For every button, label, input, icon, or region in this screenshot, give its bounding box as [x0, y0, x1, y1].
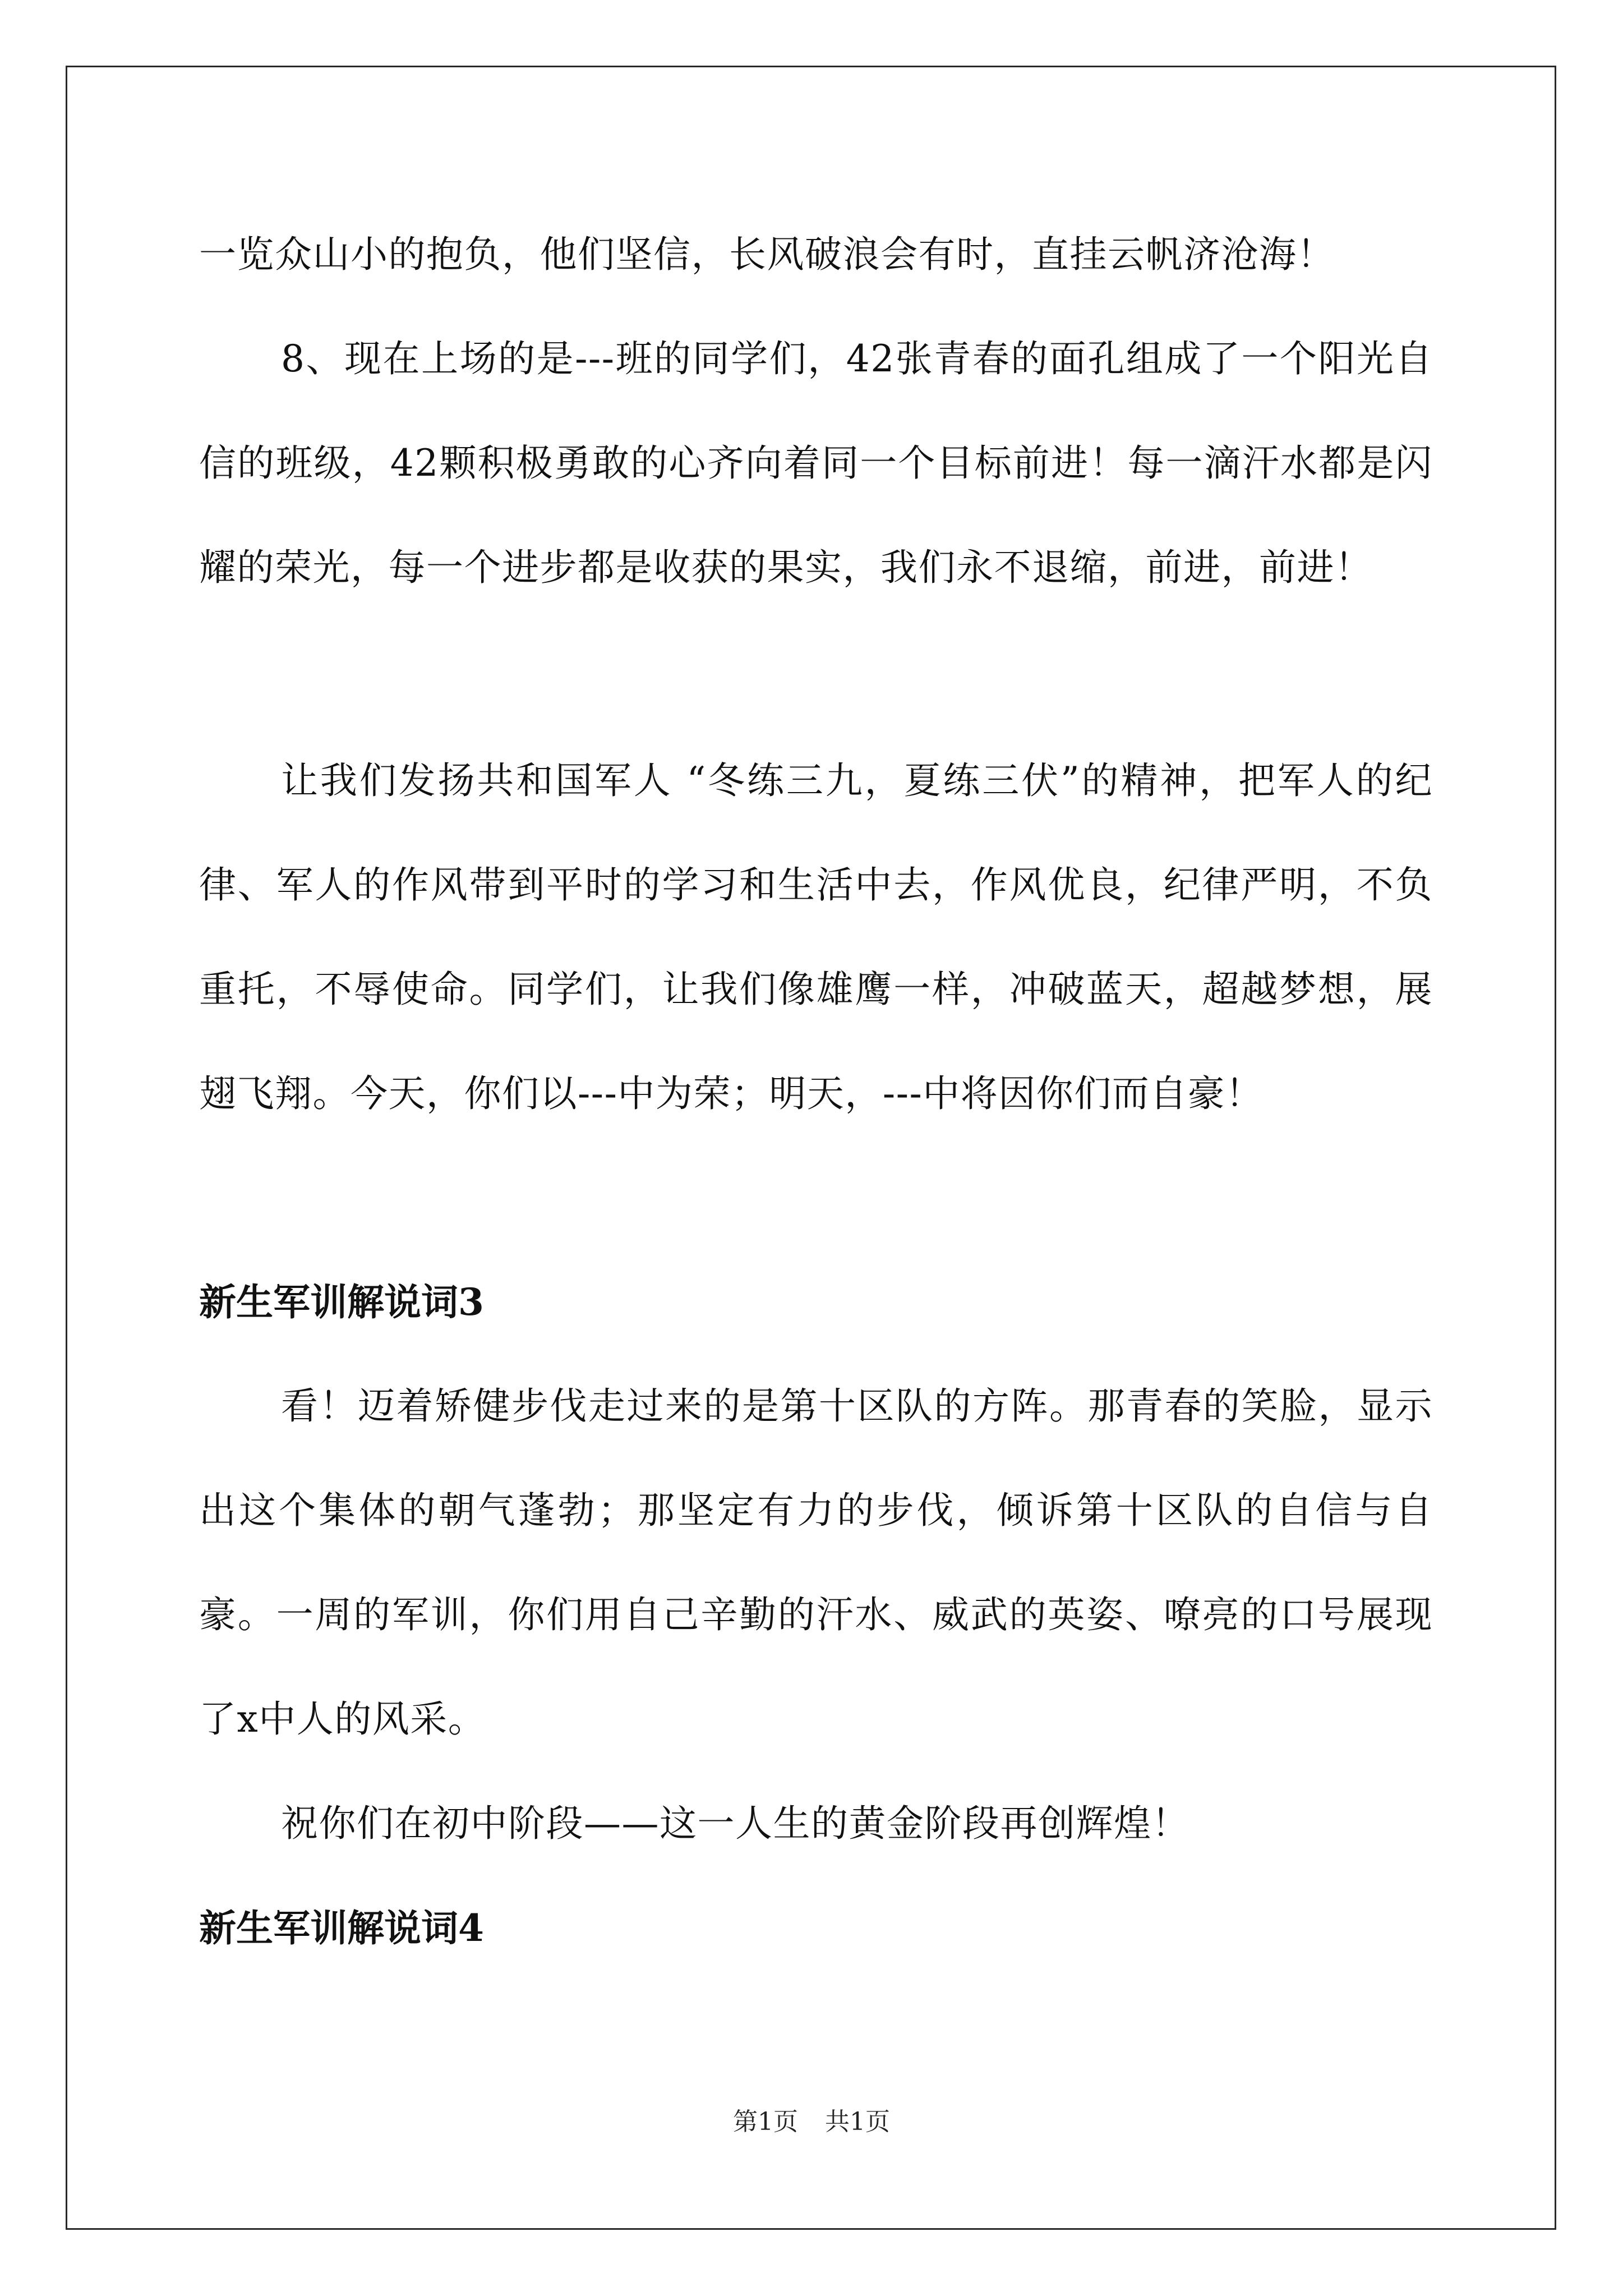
paragraph-item-8: 8、现在上场的是---班的同学们，42张青春的面孔组成了一个阳光自信的班级，42颗积极勇敢的心齐向着同一个目标前进！每一滴汗水都是闪耀的荣光，每一个进步都是收获的果实，我们永不退缩，前进，前进！ — [199, 337, 1433, 589]
page-number-current: 第1页 — [733, 2108, 798, 2136]
page-number-total: 共1页 — [825, 2108, 890, 2136]
page-footer — [0, 2101, 1623, 2137]
paragraph-closing: 让我们发扬共和国军人 “冬练三九，夏练三伏”的精神，把军人的纪律、军人的作风带到平时的学习和生活中去，作风优良，纪律严明，不负重托，不辱使命。同学们，让我们像雄鹰一样，冲破蓝天，超越梦想，展翅飞翔。今天，你们以---中为荣；明天，---中将因你们而自豪！ — [199, 759, 1433, 1115]
paragraph-continuation: 一览众山小的抱负，他们坚信，长风破浪会有时，直挂云帆济沧海！ — [199, 233, 1335, 276]
paragraph-section-3: 看！迈着矫健步伐走过来的是第十区队的方阵。那青春的笑脸，显示出这个集体的朝气蓬勃；那坚定有力的步伐，倾诉第十区队的自信与自豪。一周的军训，你们用自己辛勤的汗水、威武的英姿、嘹亮的口号展现了x中人的风采。 — [199, 1384, 1433, 1741]
section-heading-4: 新生军训解说词4 — [199, 1906, 484, 1950]
paragraph-wish: 祝你们在初中阶段——这一人生的黄金阶段再创辉煌！ — [281, 1802, 1189, 1845]
section-heading-3: 新生军训解说词3 — [199, 1280, 484, 1324]
